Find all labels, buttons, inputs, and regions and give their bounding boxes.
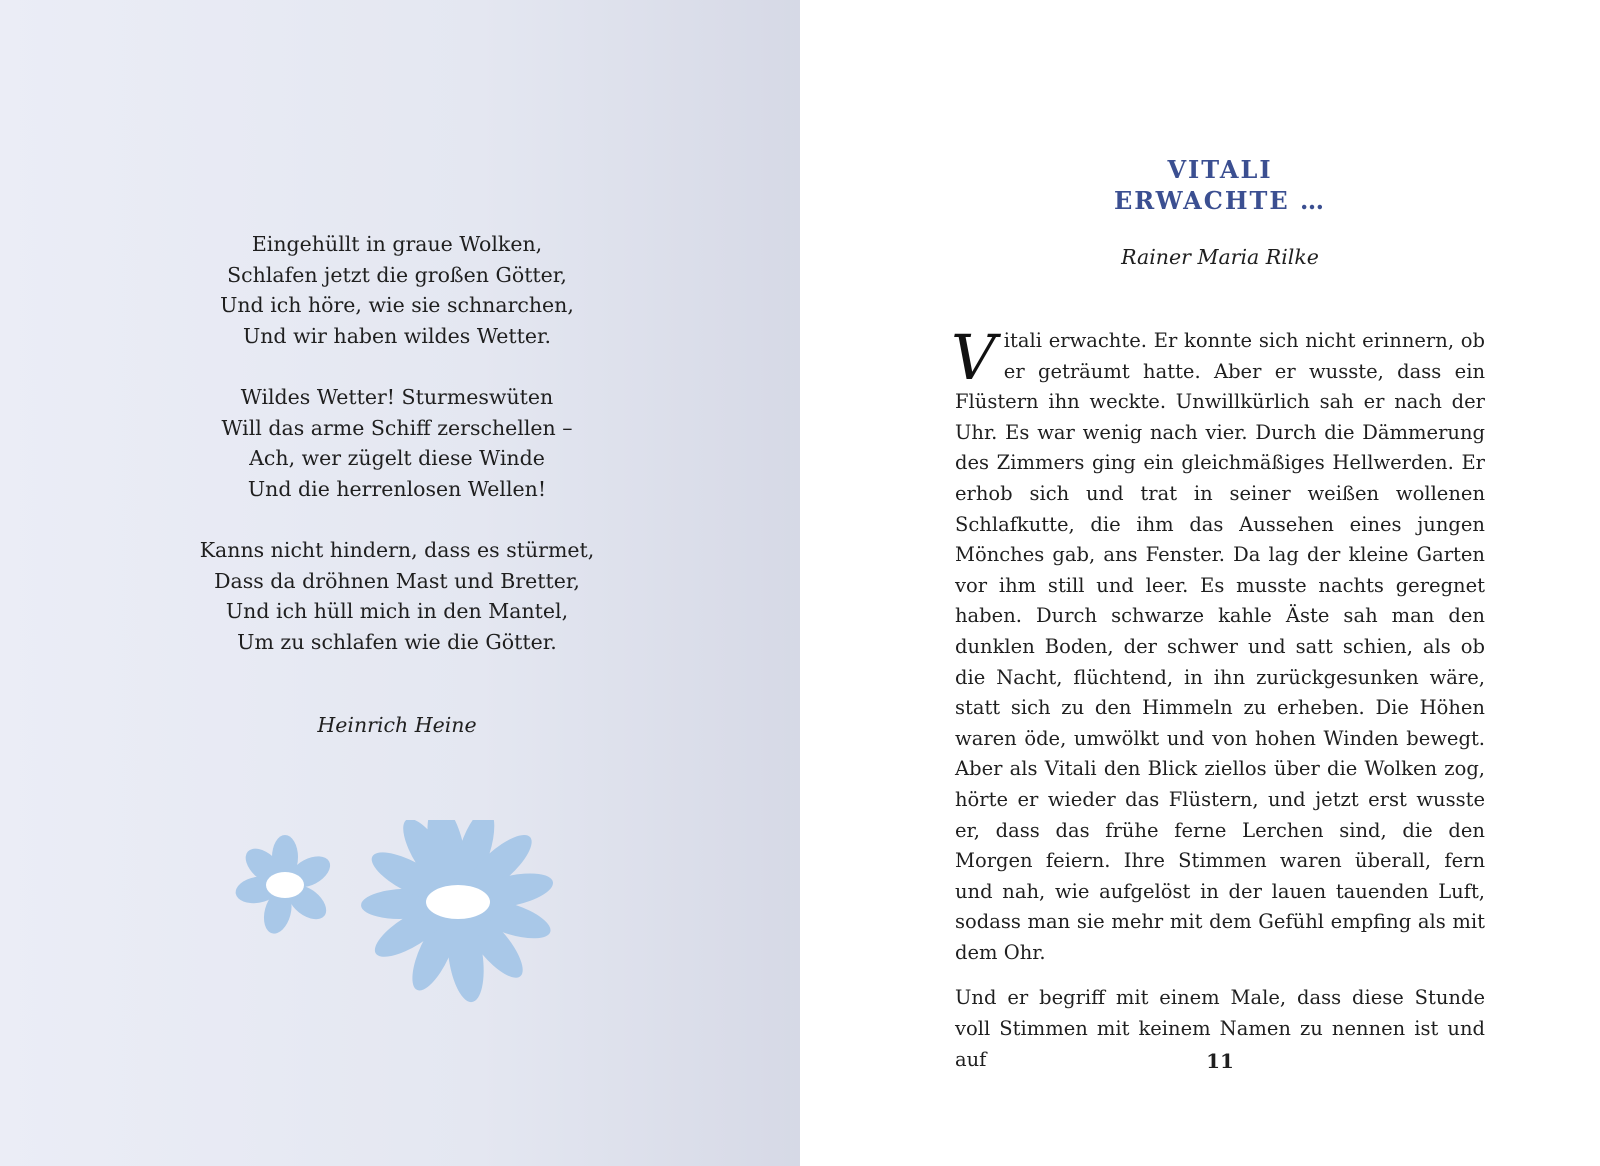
poem-line: Ach, wer zügelt diese Winde [249,446,545,471]
blue-daisy-flowers-icon [230,820,590,1050]
page-number: 11 [1206,1049,1234,1073]
poem-line: Und wir haben wildes Wetter. [242,323,552,348]
small-flower-icon [234,835,336,937]
poem-line: Und die herrenlosen Wellen! [247,476,547,501]
chapter-title [955,154,1485,216]
large-flower-icon [361,820,556,1004]
paragraph-text: itali erwachte. Er konnte sich nicht erinnern, ob er geträumt hatte. Aber er wusste, dass ein Flüstern ihn weckte. Unwillkürlich sah er nach der Uhr. Es war wenig nach vier. Durch die Dämmerung des Zimmers ging ein gleichmäßiges Hellwerden. Er erhob sich und trat in seiner weißen wollenen Schlafkutte, die ihm das Aussehen eines jungen Mönches gab, ans Fenster. Da lag der kleine Garten vor ihm still und leer. Es musste nachts geregnet haben. Durch schwarze kahle Äste sah man den dunklen Boden, der schwer und satt schien, als ob die Nacht, flüchtend, in ihn zurückgesunken wäre, statt sich zu den Himmeln zu erheben. Die Höhen waren öde, umwölkt und von hohen Winden bewegt. Aber als Vitali den Blick ziellos über die Wolken zog, hörte er wieder das Flüstern, und jetzt erst wusste er, dass das frühe ferne Lerchen sind, die den Morgen feiern. Ihre Stimmen waren überall, fern und nah, wie aufgelöst in der lauen tauenden Luft, sodass man sie mehr mit dem Gefühl empfing als mit dem Ohr. [955,329,1485,964]
paragraph [951,321,1485,968]
poem-line: Schlafen jetzt die großen Götter, [227,262,567,287]
poem-line: Um zu schlafen wie die Götter. [237,629,557,654]
drop-cap: V [951,321,996,394]
poem-line: Kanns nicht hindern, dass es stürmet, [199,537,595,562]
chapter-author: Rainer Maria Rilke [1121,245,1319,269]
chapter-body [951,321,1485,1090]
poem-line: Wildes Wetter! Sturmeswüten [240,384,554,409]
poem-stanza-3 [150,535,644,657]
poem-line: Will das arme Schiff zerschellen – [221,415,573,440]
paragraph: Und er begriff mit einem Male, dass diese Stunde voll Stimmen mit keinem Namen zu nennen ist und auf [955,986,1485,1071]
poem-line: Eingehüllt in graue Wolken, [251,232,543,256]
poem [150,229,644,688]
poem-line: Und ich hüll mich in den Mantel, [225,599,569,624]
poem-author: Heinrich Heine [317,713,477,737]
poem-stanza-1 [150,229,644,351]
poem-stanza-2 [150,382,644,504]
chapter-title-line-1: VITALI [1167,155,1273,184]
chapter-title-line-2: ERWACHTE … [1113,186,1327,215]
poem-line: Und ich höre, wie sie schnarchen, [220,293,574,318]
poem-line: Dass da dröhnen Mast und Bretter, [214,568,580,593]
